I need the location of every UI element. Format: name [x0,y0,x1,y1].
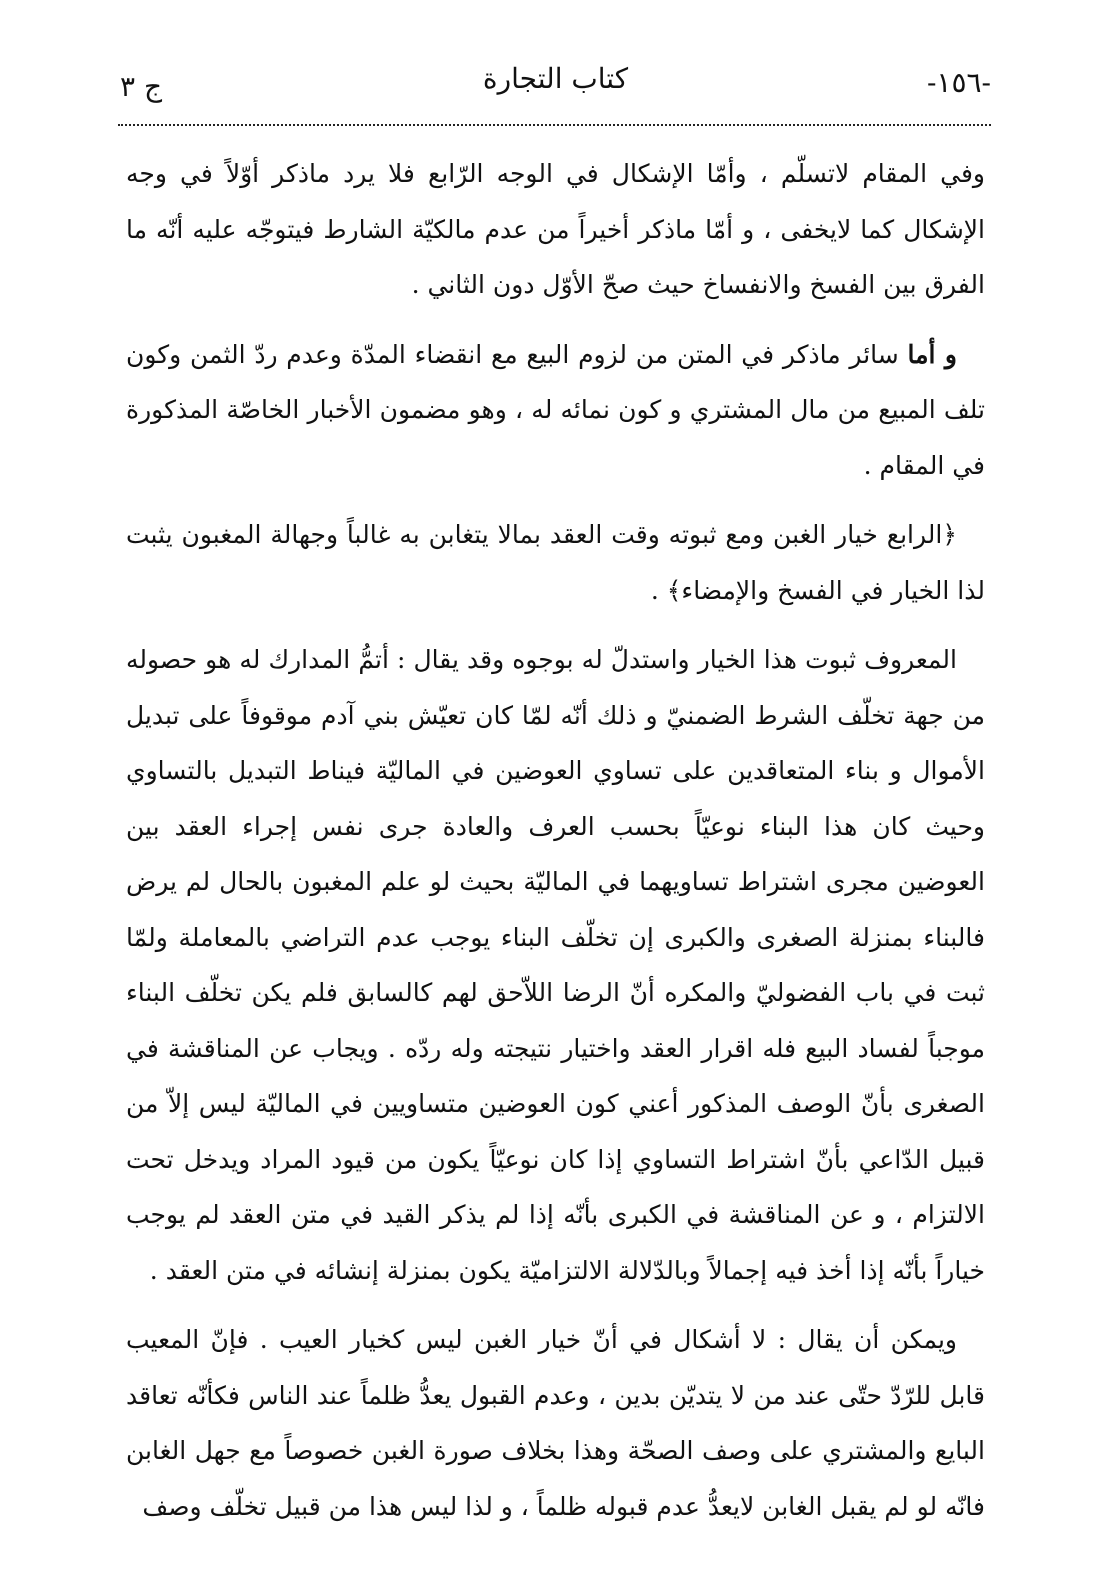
paragraph [126,327,985,494]
paragraph-text: ويمكن أن يقال : لا أشكال في أنّ خيار الغبن ليس كخيار العيب . فإنّ المعيب قابل للرّدّ حتّى عند من لا يتديّن بدين ، وعدم القبول يعدُّ ظلماً عند الناس فكأنّه تعاقد البايع والمشتري على وصف الصحّة وهذا بخلاف صورة الغبن خصوصاً مع جهل الغابن فانّه لو لم يقبل الغابن لايعدُّ عدم قبوله ظلماً ، و لذا ليس هذا من قبيل تخلّف وصف [126,1325,985,1521]
paragraph-lead: و أما [907,339,957,369]
paragraph [126,1312,985,1534]
header-divider [118,124,991,126]
book-title: كتاب التجارة [482,62,629,95]
paragraph [126,146,985,313]
page-number: -١٥٦- [926,66,991,99]
paragraph-text: وفي المقام لاتسلّم ، وأمّا الإشكال في الوجه الرّابع فلا يرد ماذكر أوّلاً في وجه الإشكال كما لايخفى ، و أمّا ماذكر أخيراً من عدم مالكيّة الشارط فيتوجّه عليه أنّه ما الفرق بين الفسخ والانفساخ حيث صحّ الأوّل دون الثاني . [126,159,985,299]
paragraph-text: سائر ماذكر في المتن من لزوم البيع مع انقضاء المدّة وعدم ردّ الثمن وكون تلف المبيع من مال المشتري و كون نمائه له ، وهو مضمون الأخبار الخاصّة المذكورة في المقام . [126,339,985,480]
paragraph-text: ﴿الرابع خيار الغبن ومع ثبوته وقت العقد بمالا يتغابن به غالباً وجهالة المغبون يثبت لذا الخيار في الفسخ والإمضاء﴾ . [126,520,985,605]
volume-label: ج ٣ [120,70,163,103]
paragraph-text: المعروف ثبوت هذا الخيار واستدلّ له بوجوه وقد يقال : أتمُّ المدارك له هو حصوله من جهة تخلّف الشرط الضمنيّ و ذلك أنّه لمّا كان تعيّش بني آدم موقوفاً على تبديل الأموال و بناء المتعاقدين على تساوي العوضين في الماليّة فيناط التبديل بالتساوي وحيث كان هذا البناء نوعيّاً بحسب العرف والعادة جرى نفس إجراء العقد بين العوضين مجرى اشتراط تساويهما في الماليّة بحيث لو علم المغبون بالحال لم يرض فالبناء بمنزلة الصغرى والكبرى إن تخلّف البناء يوجب عدم التراضي بالمعاملة ولمّا ثبت في باب الفضوليّ والمكره أنّ الرضا اللاّحق لهم كالسابق فلم يكن تخلّف البناء موجباً لفساد البيع فله اقرار العقد واختيار نتيجته وله ردّه . ويجاب عن المناقشة في الصغرى بأنّ الوصف المذكور أعني كون العوضين متساويين في الماليّة ليس إلاّ من قبيل الدّاعي بأنّ اشتراط التساوي إذا كان نوعيّاً يكون من قيود المراد ويدخل تحت الالتزام ، و عن المناقشة في الكبرى بأنّه إذا لم يذكر القيد في متن العقد لم يوجب خياراً بأنّه إذا أخذ فيه إجمالاً وبالدّلالة الالتزاميّة يكون بمنزلة إنشائه في متن العقد . [126,645,985,1285]
paragraph [126,507,985,618]
paragraph [126,632,985,1298]
page-header [120,58,991,108]
page-body [126,146,985,1548]
